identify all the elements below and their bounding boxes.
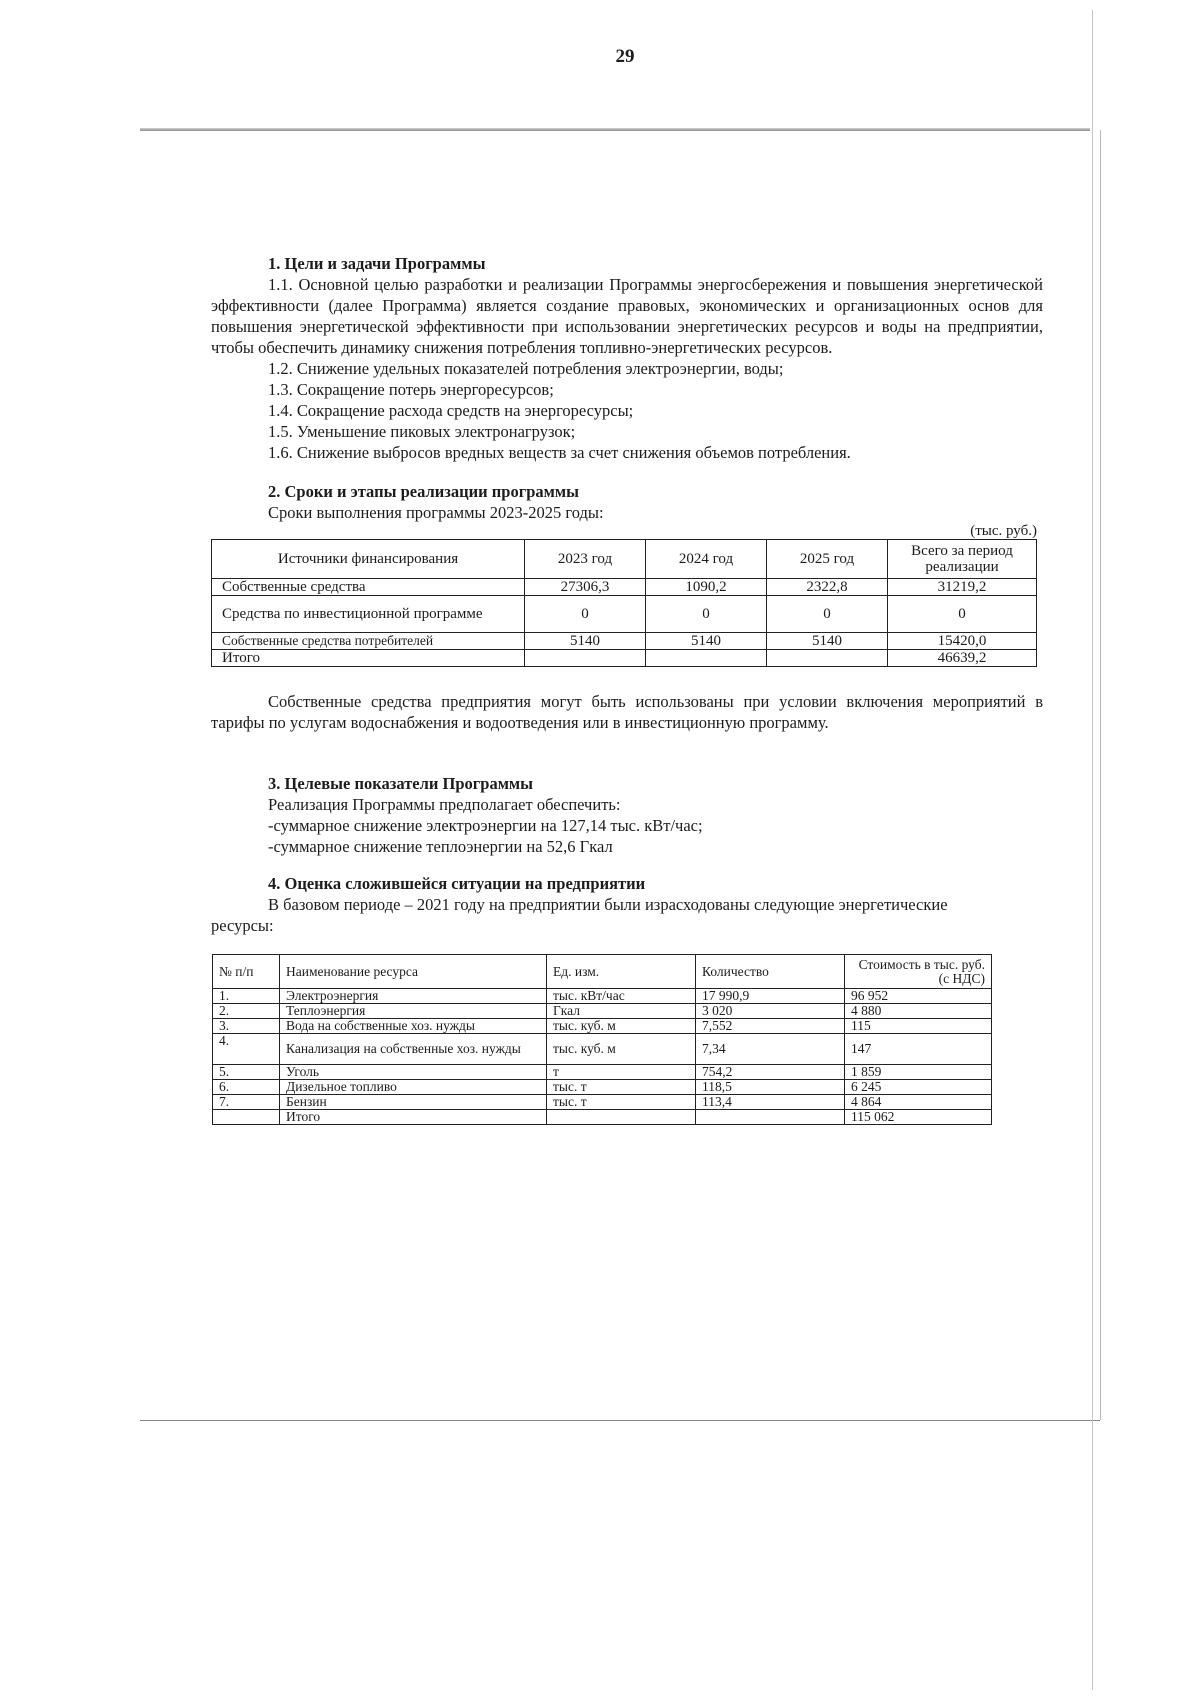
column-header: 2024 год xyxy=(646,540,767,579)
table-row xyxy=(213,1004,992,1019)
target-item: -суммарное снижение теплоэнергии на 52,6 Гкал xyxy=(268,837,613,856)
table-total-row xyxy=(212,650,1037,667)
table-cell xyxy=(696,1110,845,1125)
table-cell: 46639,2 xyxy=(888,650,1037,667)
page-number: 29 xyxy=(615,46,635,67)
table-row xyxy=(213,1034,992,1065)
section-4-heading: 4. Оценка сложившейся ситуации на предприятии xyxy=(268,874,646,893)
column-header: Ед. изм. xyxy=(547,955,696,989)
column-header: Наименование ресурса xyxy=(280,955,547,989)
goal-item: 1.3. Сокращение потерь энергоресурсов; xyxy=(268,380,554,399)
table-cell: 2. xyxy=(213,1004,280,1019)
table-cell: Вода на собственные хоз. нужды xyxy=(280,1019,547,1034)
section-2-subtitle: Сроки выполнения программы 2023-2025 годы: xyxy=(268,503,604,522)
table-cell: 147 xyxy=(845,1034,992,1065)
table-cell: 2322,8 xyxy=(767,579,888,596)
column-header: Количество xyxy=(696,955,845,989)
column-header: Источники финансирования xyxy=(212,540,525,579)
table-cell: 1. xyxy=(213,989,280,1004)
table-row xyxy=(213,1095,992,1110)
table-cell: тыс. т xyxy=(547,1080,696,1095)
table-cell: 4 864 xyxy=(845,1095,992,1110)
section-2-heading: 2. Сроки и этапы реализации программы xyxy=(268,482,579,501)
column-header: Всего за период реализации xyxy=(888,540,1037,579)
table-cell: 1 859 xyxy=(845,1065,992,1080)
table-cell: 5140 xyxy=(525,633,646,650)
table-cell: Средства по инвестиционной программе xyxy=(212,596,525,633)
table-cell: 6. xyxy=(213,1080,280,1095)
table-cell: 754,2 xyxy=(696,1065,845,1080)
table-cell xyxy=(646,650,767,667)
table-cell: 5. xyxy=(213,1065,280,1080)
top-rule xyxy=(140,128,1090,131)
table-header-row xyxy=(212,540,1037,579)
goal-item: 1.5. Уменьшение пиковых электронагрузок; xyxy=(268,422,576,441)
table-cell: Собственные средства xyxy=(212,579,525,596)
bottom-rule xyxy=(140,1420,1100,1421)
table-cell: 6 245 xyxy=(845,1080,992,1095)
table-cell: 7,552 xyxy=(696,1019,845,1034)
table-header-row xyxy=(213,955,992,989)
right-edge-rule-inner xyxy=(1100,130,1101,1420)
table-cell: 96 952 xyxy=(845,989,992,1004)
table-cell: 15420,0 xyxy=(888,633,1037,650)
table-cell: 113,4 xyxy=(696,1095,845,1110)
table-cell: 115 xyxy=(845,1019,992,1034)
table-total-row xyxy=(213,1110,992,1125)
goal-item: 1.6. Снижение выбросов вредных веществ за счет снижения объемов потребления. xyxy=(268,443,851,462)
financing-note: Собственные средства предприятия могут быть использованы при условии включения мероприятий в тарифы по услугам водоснабжения и водоотведения или в инвестиционную программу. xyxy=(211,692,1043,732)
table-cell: тыс. куб. м xyxy=(547,1034,696,1065)
right-edge-rule xyxy=(1092,10,1093,1690)
table-cell: 5140 xyxy=(767,633,888,650)
table-row xyxy=(212,579,1037,596)
resources-table xyxy=(212,954,992,1125)
table-cell: 17 990,9 xyxy=(696,989,845,1004)
column-header: Стоимость в тыс. руб. (с НДС) xyxy=(845,955,992,989)
table-cell: тыс. кВт/час xyxy=(547,989,696,1004)
table-cell: т xyxy=(547,1065,696,1080)
table-cell: 5140 xyxy=(646,633,767,650)
table-cell: 4 880 xyxy=(845,1004,992,1019)
table-cell: 3 020 xyxy=(696,1004,845,1019)
table-cell: тыс. т xyxy=(547,1095,696,1110)
financing-table xyxy=(211,539,1037,667)
table-cell: 115 062 xyxy=(845,1110,992,1125)
table-cell: 118,5 xyxy=(696,1080,845,1095)
table-cell: Бензин xyxy=(280,1095,547,1110)
table-cell: 1090,2 xyxy=(646,579,767,596)
section-1-heading: 1. Цели и задачи Программы xyxy=(268,254,486,273)
table-cell xyxy=(547,1110,696,1125)
table-cell: Электроэнергия xyxy=(280,989,547,1004)
table-cell: Дизельное топливо xyxy=(280,1080,547,1095)
table-cell: 0 xyxy=(646,596,767,633)
section-4-intro: В базовом периоде – 2021 году на предприятии были израсходованы следующие энергетические ресурсы: xyxy=(211,895,948,935)
table-row xyxy=(213,1019,992,1034)
table-cell: 0 xyxy=(525,596,646,633)
table-cell: 4. xyxy=(213,1034,280,1065)
table-cell: 3. xyxy=(213,1019,280,1034)
table-cell: Собственные средства потребителей xyxy=(212,633,525,650)
section-3-intro: Реализация Программы предполагает обеспечить: xyxy=(268,795,621,814)
table-row xyxy=(213,989,992,1004)
table-row xyxy=(212,633,1037,650)
table-cell: Теплоэнергия xyxy=(280,1004,547,1019)
table-cell: 0 xyxy=(888,596,1037,633)
goal-item: 1.4. Сокращение расхода средств на энергоресурсы; xyxy=(268,401,634,420)
table-cell: 7,34 xyxy=(696,1034,845,1065)
table-cell: Уголь xyxy=(280,1065,547,1080)
table-row xyxy=(212,596,1037,633)
table-cell xyxy=(525,650,646,667)
table-row xyxy=(213,1065,992,1080)
table-cell: 31219,2 xyxy=(888,579,1037,596)
column-header: 2025 год xyxy=(767,540,888,579)
table-cell: Канализация на собственные хоз. нужды xyxy=(280,1034,547,1065)
table-cell: Итого xyxy=(280,1110,547,1125)
table-cell: тыс. куб. м xyxy=(547,1019,696,1034)
table-cell xyxy=(767,650,888,667)
target-item: -суммарное снижение электроэнергии на 127,14 тыс. кВт/час; xyxy=(268,816,703,835)
document-body xyxy=(211,253,1043,1125)
table-cell: 27306,3 xyxy=(525,579,646,596)
section-1-paragraph: 1.1. Основной целью разработки и реализации Программы энергосбережения и повышения энергетической эффективности (далее Программа) является создание правовых, экономических и организационных основ для повышения энергетической эффективности при использовании энергетических ресурсов и воды на предприятии, чтобы обеспечить динамику снижения потребления топливно-энергетических ресурсов. xyxy=(211,275,1043,357)
table-cell xyxy=(213,1110,280,1125)
goal-item: 1.2. Снижение удельных показателей потребления электроэнергии, воды; xyxy=(268,359,784,378)
table-row xyxy=(213,1080,992,1095)
table-cell: 7. xyxy=(213,1095,280,1110)
section-3-heading: 3. Целевые показатели Программы xyxy=(268,774,534,793)
column-header: № п/п xyxy=(213,955,280,989)
table-unit-label: (тыс. руб.) xyxy=(970,523,1037,539)
table-cell: Гкал xyxy=(547,1004,696,1019)
table-cell: Итого xyxy=(212,650,525,667)
column-header: 2023 год xyxy=(525,540,646,579)
table-cell: 0 xyxy=(767,596,888,633)
